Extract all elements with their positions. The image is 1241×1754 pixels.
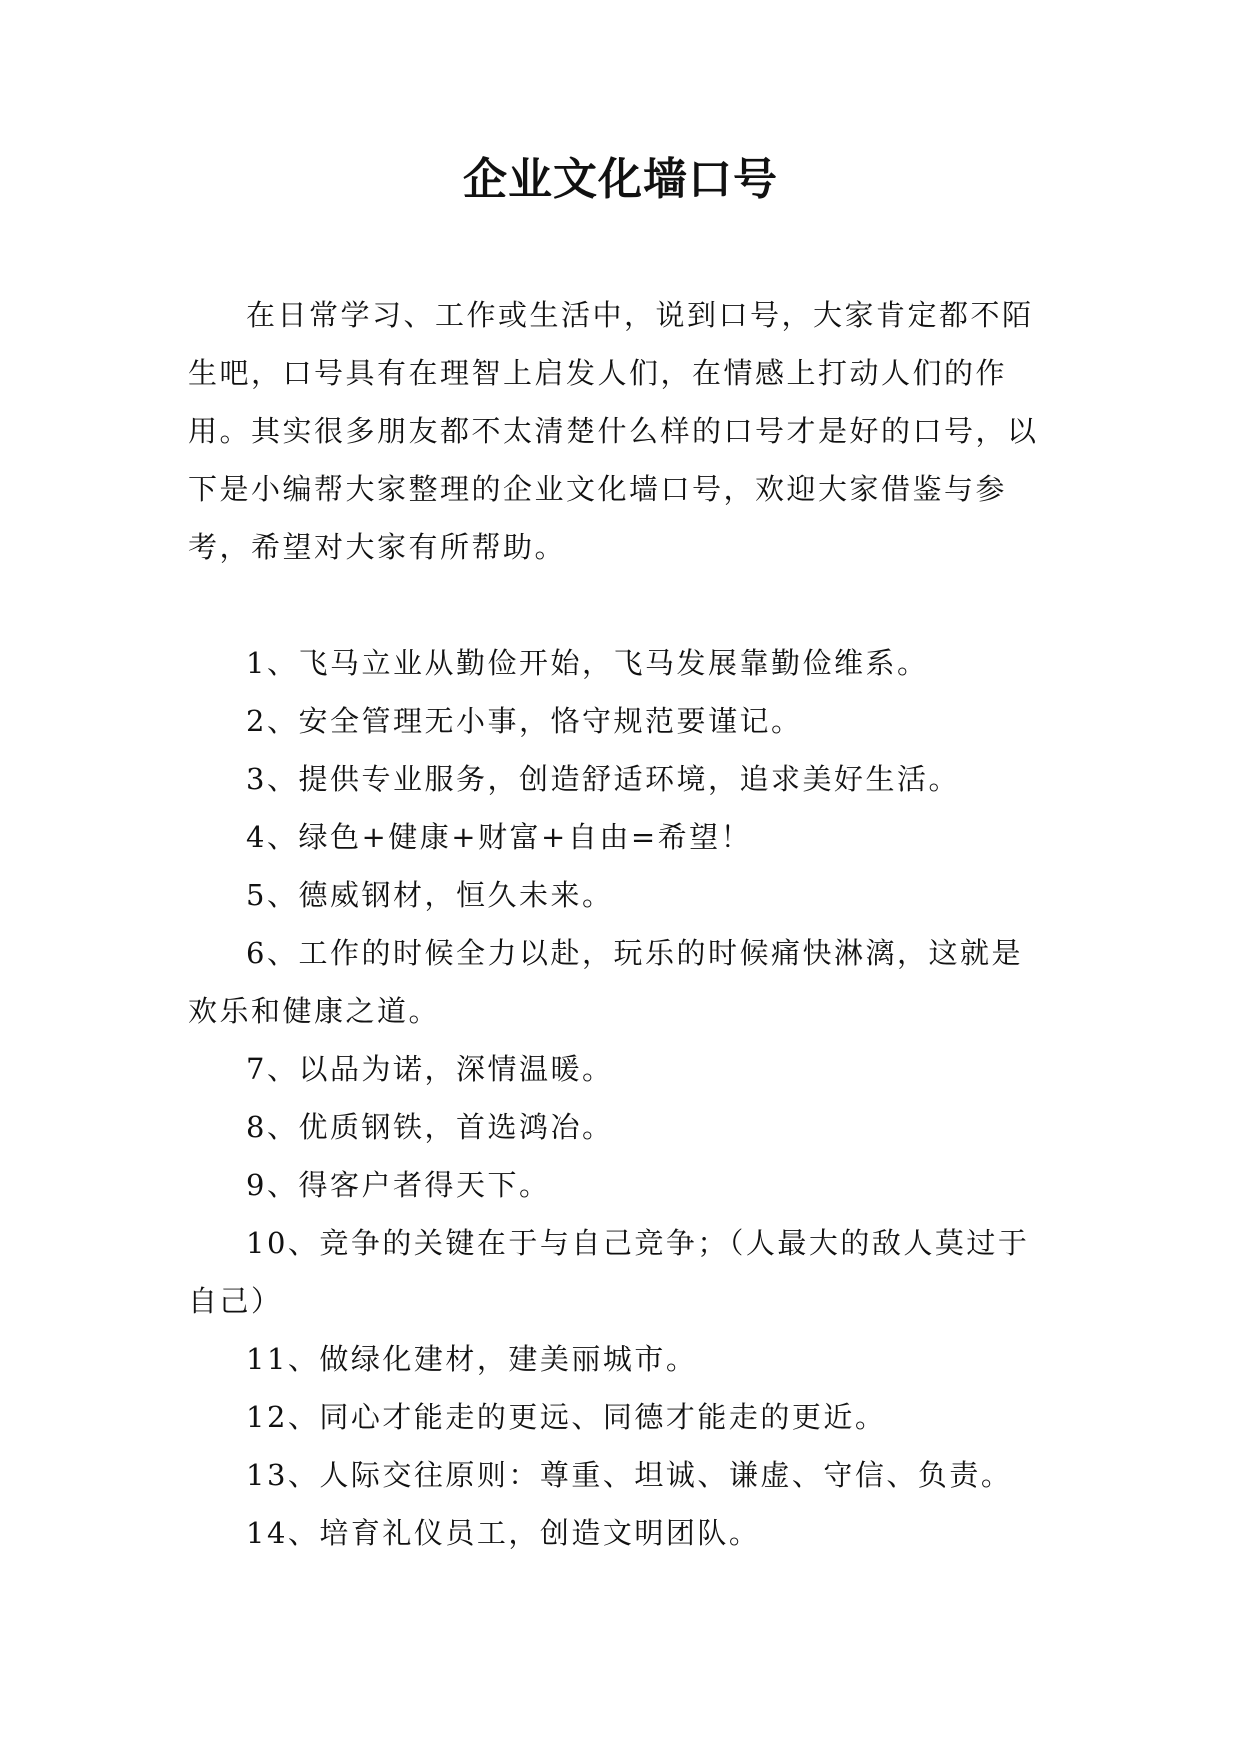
slogan-item: 10、竞争的关键在于与自己竞争；（人最大的敌人莫过于自己） [188,1226,1030,1318]
slogan-item: 2、安全管理无小事，恪守规范要谨记。 [246,704,803,738]
slogan-item: 7、以品为诺，深情温暖。 [246,1052,614,1086]
slogan-item: 14、培育礼仪员工，创造文明团队。 [246,1516,761,1550]
slogan-item: 1、飞马立业从勤俭开始，飞马发展靠勤俭维系。 [246,646,929,680]
slogan-item: 8、优质钢铁，首选鸿冶。 [246,1110,614,1144]
slogan-item: 12、同心才能走的更远、同德才能走的更近。 [246,1400,887,1434]
slogan-list [188,634,1048,1562]
slogan-item: 13、人际交往原则：尊重、坦诚、谦虚、守信、负责。 [246,1458,1013,1492]
slogan-item: 5、德威钢材，恒久未来。 [246,878,614,912]
slogan-item: 6、工作的时候全力以赴，玩乐的时候痛快淋漓，这就是欢乐和健康之道。 [188,936,1023,1028]
slogan-item: 3、提供专业服务，创造舒适环境，追求美好生活。 [246,762,960,796]
intro-paragraph: 在日常学习、工作或生活中，说到口号，大家肯定都不陌生吧，口号具有在理智上启发人们，在情感上打动人们的作用。其实很多朋友都不太清楚什么样的口号才是好的口号，以下是小编帮大家整理的企业文化墙口号，欢迎大家借鉴与参考，希望对大家有所帮助。 [188,298,1039,564]
document-body [188,286,1048,1562]
slogan-item: 9、得客户者得天下。 [246,1168,551,1202]
slogan-item: 11、做绿化建材，建美丽城市。 [246,1342,698,1376]
document-title: 企业文化墙口号 [463,154,778,205]
slogan-item: 4、绿色+健康+财富+自由=希望！ [246,820,753,854]
